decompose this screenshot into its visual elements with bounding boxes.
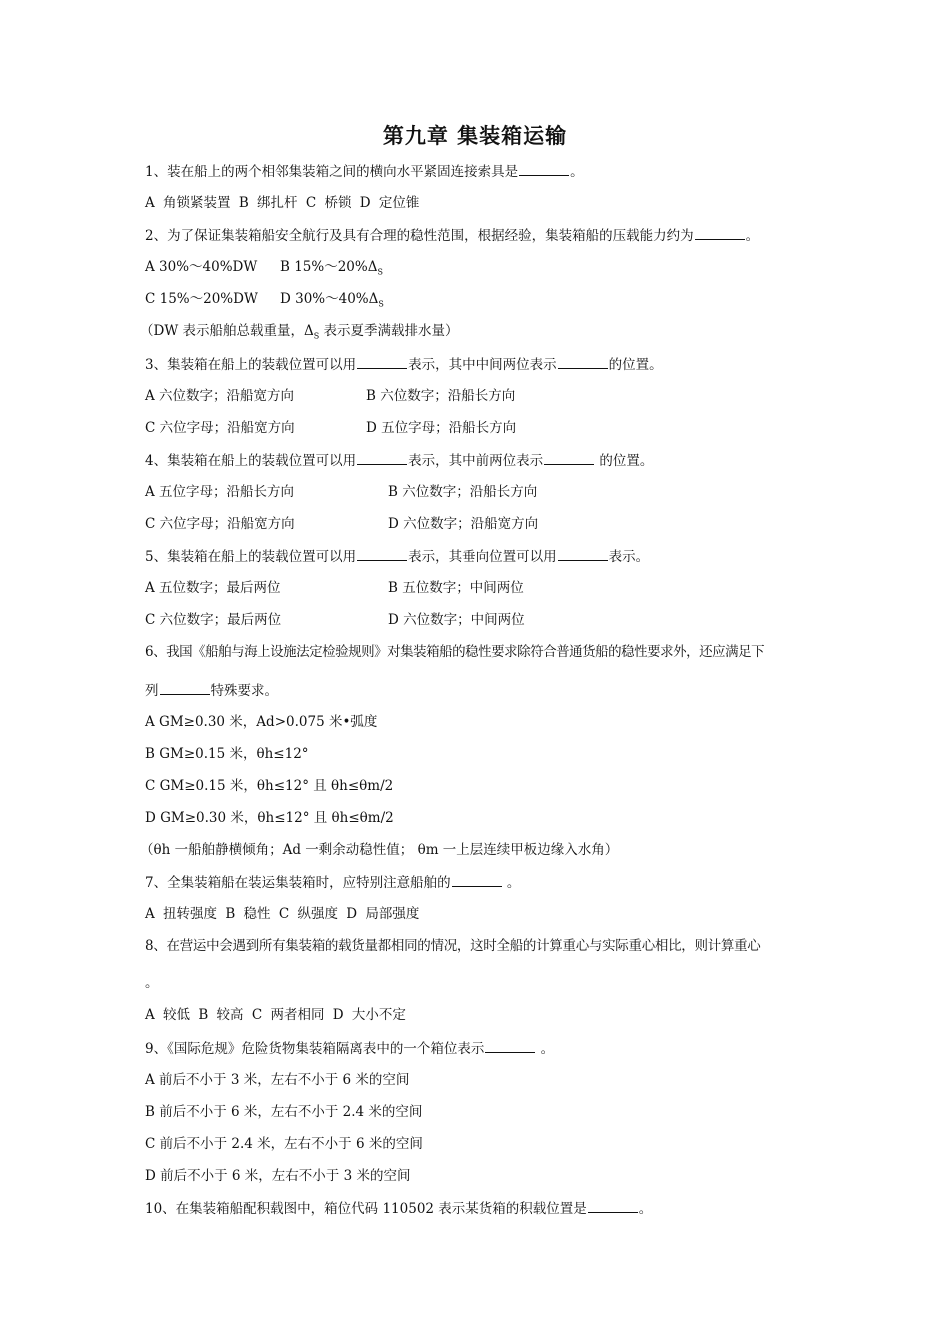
question-4-options-row2	[145, 515, 539, 533]
question-6-note: （θh 一船舶静横倾角；Ad 一剩余动稳性值； θm 一上层连续甲板边缘入水角）	[140, 842, 619, 858]
question-6-option-d: D GM≥0.30 米，θh≤12° 且 θh≤θm/2	[145, 810, 394, 826]
question-6: 6、我国《船舶与海上设施法定检验规则》对集装箱船的稳性要求除符合普通货船的稳性要求外，还应满足下	[145, 644, 765, 660]
question-10: 10、在集装箱船配积载图中，箱位代码 110502 表示某货箱的积载位置是 。	[145, 1201, 653, 1217]
option-d: D 六位数字；沿船宽方向	[388, 516, 539, 532]
option-a: A 30%～40%DW	[145, 259, 258, 275]
answer-blank	[485, 1039, 535, 1053]
answer-blank	[558, 355, 608, 369]
question-6-option-b: B GM≥0.15 米，θh≤12°	[145, 746, 309, 762]
option-a: A 五位数字；最后两位	[145, 580, 281, 596]
question-9: 9、《国际危规》危险货物集装箱隔离表中的一个箱位表示 。	[145, 1041, 555, 1057]
option-c: C 六位数字；最后两位	[145, 612, 282, 628]
option-c: C 六位字母；沿船宽方向	[145, 420, 295, 436]
answer-blank	[558, 547, 608, 561]
page-title: 第九章 集装箱运输	[382, 124, 568, 148]
answer-blank	[357, 355, 407, 369]
question-6-option-a: A GM≥0.30 米，Ad>0.075 米•弧度	[145, 714, 378, 730]
question-1: 1、装在船上的两个相邻集装箱之间的横向水平紧固连接索具是 。	[145, 164, 584, 180]
option-b: B 五位数字；中间两位	[388, 580, 524, 596]
question-6-line-2: 列 特殊要求。	[145, 683, 278, 699]
option-a: A 六位数字；沿船宽方向	[145, 388, 295, 404]
question-8-options: A 较低 B 较高 C 两者相同 D 大小不定	[145, 1007, 406, 1023]
question-3-options-row1	[145, 387, 516, 405]
answer-blank	[160, 681, 210, 695]
question-6-option-c: C GM≥0.15 米，θh≤12° 且 θh≤θm/2	[145, 778, 394, 794]
option-b: B $15\%\sim 20\%\Delta_S$	[280, 259, 383, 277]
question-8-line-2: 。	[145, 975, 159, 991]
answer-blank	[588, 1199, 638, 1213]
option-c: C 六位字母；沿船宽方向	[145, 516, 295, 532]
answer-blank	[357, 547, 407, 561]
question-3-options-row2	[145, 419, 517, 437]
question-2-options-row2	[145, 290, 384, 309]
question-7-options: A 扭转强度 B 稳性 C 纵强度 D 局部强度	[145, 906, 420, 922]
answer-blank	[695, 226, 745, 240]
question-9-option-c: C 前后不小于 2.4 米，左右不小于 6 米的空间	[145, 1136, 423, 1152]
question-8: 8、在营运中会遇到所有集装箱的载货量都相同的情况，这时全船的计算重心与实际重心相比，则计算重心	[145, 938, 761, 954]
option-d: D 五位字母；沿船长方向	[366, 420, 517, 436]
question-9-option-b: B 前后不小于 6 米，左右不小于 2.4 米的空间	[145, 1104, 423, 1120]
option-b: B 六位数字；沿船长方向	[388, 484, 538, 500]
question-2: 2、为了保证集装箱船安全航行及具有合理的稳性范围，根据经验，集装箱船的压载能力约为 。	[145, 228, 760, 244]
question-5: 5、集装箱在船上的装载位置可以用 表示，其垂向位置可以用 表示。	[145, 549, 650, 565]
question-2-note: （DW 表示船舶总载重量，$\Delta_S$ 表示夏季满载排水量）	[140, 323, 459, 341]
question-9-option-d: D 前后不小于 6 米，左右不小于 3 米的空间	[145, 1168, 411, 1184]
question-2-options-row1	[145, 258, 383, 277]
option-b: B 六位数字；沿船长方向	[366, 388, 516, 404]
answer-blank	[519, 162, 569, 176]
question-1-options: A 角锁紧装置 B 绑扎杆 C 桥锁 D 定位锥	[145, 195, 420, 211]
question-5-options-row2	[145, 611, 525, 629]
answer-blank	[544, 451, 594, 465]
question-7: 7、全集装箱船在装运集装箱时，应特别注意船舶的 。	[145, 875, 521, 891]
question-4: 4、集装箱在船上的装载位置可以用 表示，其中前两位表示 的位置。	[145, 453, 654, 469]
answer-blank	[452, 873, 502, 887]
option-d: D $30\%\sim 40\%\Delta_S$	[280, 291, 384, 309]
option-c: C 15%～20%DW	[145, 291, 258, 307]
question-9-option-a: A 前后不小于 3 米，左右不小于 6 米的空间	[145, 1072, 410, 1088]
answer-blank	[357, 451, 407, 465]
option-a: A 五位字母；沿船长方向	[145, 484, 295, 500]
question-5-options-row1	[145, 579, 524, 597]
question-4-options-row1	[145, 483, 538, 501]
question-3: 3、集装箱在船上的装载位置可以用 表示，其中中间两位表示 的位置。	[145, 357, 663, 373]
option-d: D 六位数字；中间两位	[388, 612, 525, 628]
